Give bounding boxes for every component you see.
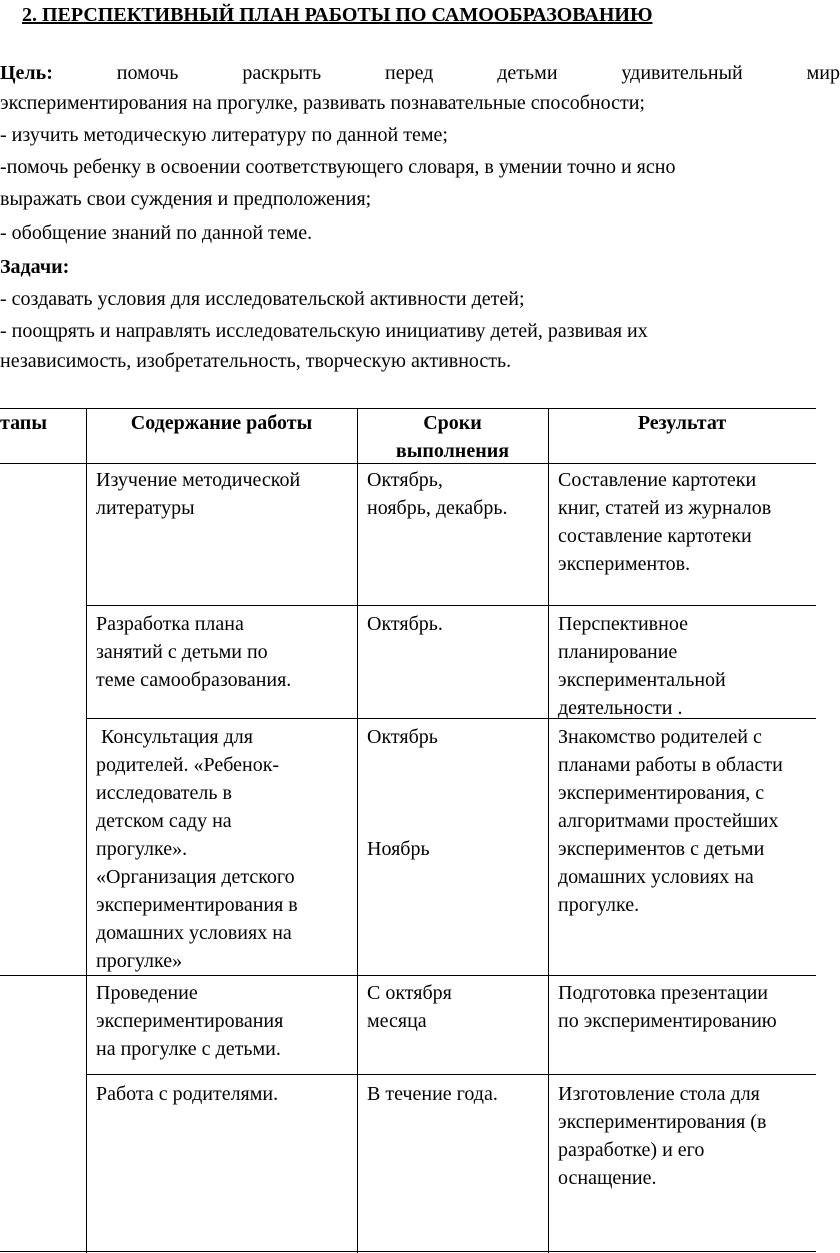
table-border [0,975,816,976]
table-row-result: Изготовление стола для экспериментирования (в разработке) и его оснащение. [558,1083,767,1189]
goal-word: удивительный [621,62,743,84]
header-deadline: Сроки [423,412,482,434]
table-border [86,408,87,1253]
table-border [548,408,549,1253]
header-content: Содержание работы [130,412,313,434]
goal-line: экспериментирования на прогулке, развивать познавательные способности; [0,92,645,114]
page-title: 2. ПЕРСПЕКТИВНЫЙ ПЛАН РАБОТЫ ПО САМООБРАЗОВАНИЮ [22,4,653,26]
header-deadline: выполнения [395,440,510,462]
table-border [86,605,816,606]
table-row-content: Консультация для родителей. «Ребенок- исследователь в детском саду на прогулке». «Организация детского экспериментирования в домашних условиях на прогулке» [96,726,298,972]
goal-word: детьми [497,62,558,84]
goal-line: выражать свои суждения и предположения; [0,188,372,210]
table-row-content: Изучение методической литературы [96,469,301,519]
goal-word: мир [806,62,840,84]
table-row-deadline: В течение года. [367,1083,498,1105]
table-border [357,408,358,1253]
table-row-result: Подготовка презентации по экспериментированию [558,982,777,1032]
goal-word: помочь [116,62,179,84]
table-row-deadline: Октябрь, ноябрь, декабрь. [367,469,508,519]
header-result: Результат [637,412,727,434]
table-row-result: Составление картотеки книг, статей из журналов составление картотеки экспериментов. [558,469,772,575]
goal-label: Цель: [0,62,53,84]
tasks-line: - создавать условия для исследовательской активности детей; [0,288,525,310]
goal-first-line [0,58,840,88]
table-row-deadline: Октябрь Ноябрь [367,726,438,860]
table-row-content: Проведение экспериментирования на прогулке с детьми. [96,982,284,1060]
table-row-result: Перспективное планирование экспериментальной деятельности . [558,613,726,719]
table-row-deadline: Октябрь. [367,613,443,635]
header-stages: тапы [0,412,47,434]
table-border [86,1074,816,1075]
tasks-line: - поощрять и направлять исследовательскую инициативу детей, развивая их [0,320,648,342]
goal-line: - обобщение знаний по данной теме. [0,222,313,244]
table-row-deadline: С октября месяца [367,982,452,1032]
work-plan-table [0,408,816,1253]
goal-word: раскрыть [242,62,322,84]
tasks-line: независимость, изобретательность, творческую активность. [0,350,512,372]
table-row-content: Работа с родителями. [96,1083,279,1105]
goal-word: перед [384,62,434,84]
goal-line: - изучить методическую литературу по данной теме; [0,124,448,146]
table-row-content: Разработка плана занятий с детьми по теме самообразования. [96,613,292,691]
goal-line: -помочь ребенку в освоении соответствующего словаря, в умении точно и ясно [0,156,676,178]
table-row-result: Знакомство родителей с планами работы в области экспериментирования, с алгоритмами простейших экспериментов с детьми домашних условиях на прогулке. [558,726,783,916]
table-border [0,1251,816,1252]
tasks-label: Задачи: [0,256,70,278]
